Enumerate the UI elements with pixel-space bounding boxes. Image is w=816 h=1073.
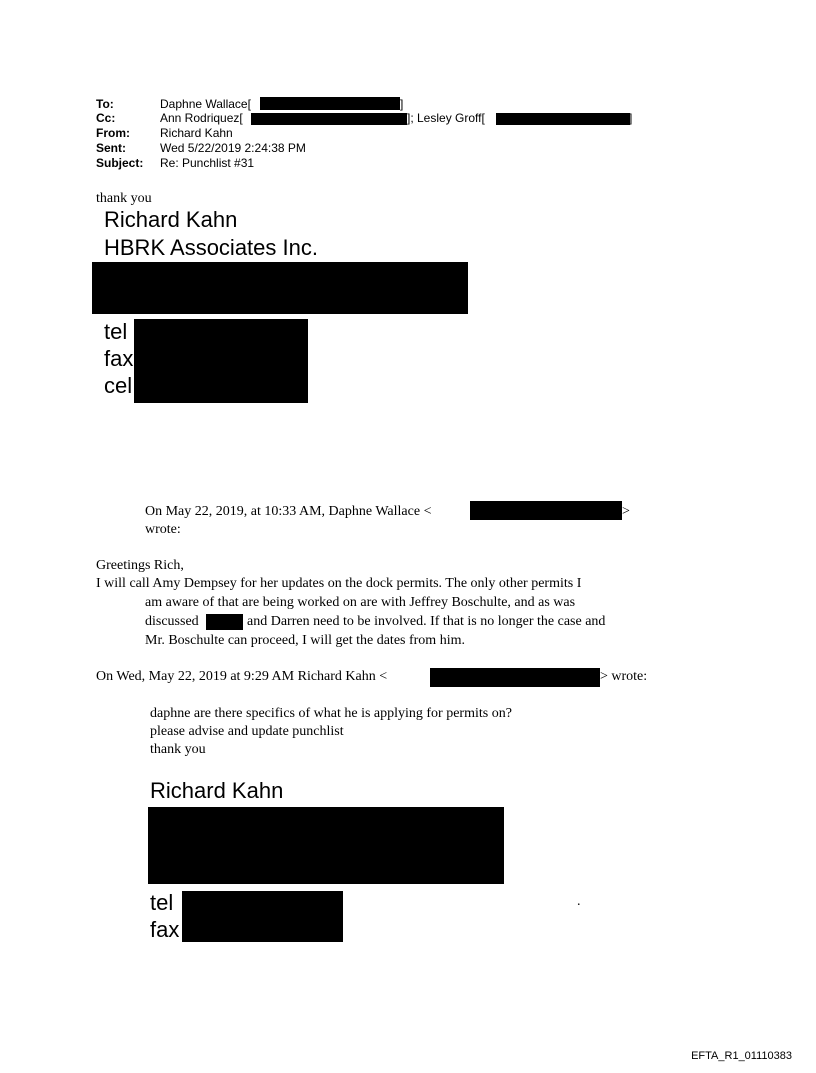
document-id: EFTA_R1_01110383 [691,1050,792,1062]
quote1-greeting: Greetings Rich, [96,558,184,573]
subject-value: Re: Punchlist #31 [160,156,255,170]
quote1-intro-close: > [622,504,630,519]
cc-label: Cc: [96,111,116,125]
to-close: ] [400,97,404,111]
signature-name: Richard Kahn [104,207,238,232]
from-label: From: [96,126,130,140]
redaction-signature-phones [134,319,308,403]
reply-body: thank you [96,191,152,206]
quote1-line3a: discussed [145,614,199,629]
subject-label: Subject: [96,156,144,170]
quote1-line1: I will call Amy Dempsey for her updates on the dock permits. The only other permits I [96,576,582,591]
sent-value: Wed 5/22/2019 2:24:38 PM [160,141,306,155]
redaction-quote1-name [206,614,243,630]
redaction-cc-email-1 [251,113,407,125]
quote2-line2: please advise and update punchlist [150,724,344,739]
redaction-quote2-email [430,668,600,687]
quote1-line3b: and Darren need to be involved. If that is no longer the case and [247,614,606,629]
redaction-signature2-phones [182,891,343,942]
signature2-name: Richard Kahn [150,778,284,803]
sent-label: Sent: [96,141,126,155]
cc-separator: ]; Lesley Groff[ [407,111,485,125]
cc-close: ] [629,111,633,125]
quote2-line1: daphne are there specifics of what he is applying for permits on? [150,706,512,721]
redaction-to-email [260,97,400,110]
to-value: Daphne Wallace[ [160,97,251,111]
signature-tel-label: tel [104,319,128,344]
to-label: To: [96,97,114,111]
quote1-line2: am aware of that are being worked on are with Jeffrey Boschulte, and as was [145,595,576,610]
redaction-quote1-email [470,501,622,520]
signature-company: HBRK Associates Inc. [104,235,318,260]
quote2-line3: thank you [150,742,206,757]
quote1-line4: Mr. Boschulte can proceed, I will get the dates from him. [145,633,465,648]
quote2-intro: On Wed, May 22, 2019 at 9:29 AM Richard Kahn < [96,669,388,684]
signature-cel-label: cel [104,373,133,398]
redaction-signature2-address [148,807,504,884]
quote2-intro-close: > wrote: [600,669,648,684]
from-value: Richard Kahn [160,126,233,140]
cc-value: Ann Rodriquez[ [160,111,243,125]
quote1-intro: On May 22, 2019, at 10:33 AM, Daphne Wallace < [145,504,432,519]
redaction-cc-email-2 [496,111,633,125]
signature2-fax-label: fax [150,917,180,942]
signature2-tel-label: tel [150,890,174,915]
redaction-signature-address [92,262,468,314]
quote1-intro-wrote: wrote: [145,522,181,537]
stray-dot: . [577,894,581,909]
signature-fax-label: fax [104,346,134,371]
